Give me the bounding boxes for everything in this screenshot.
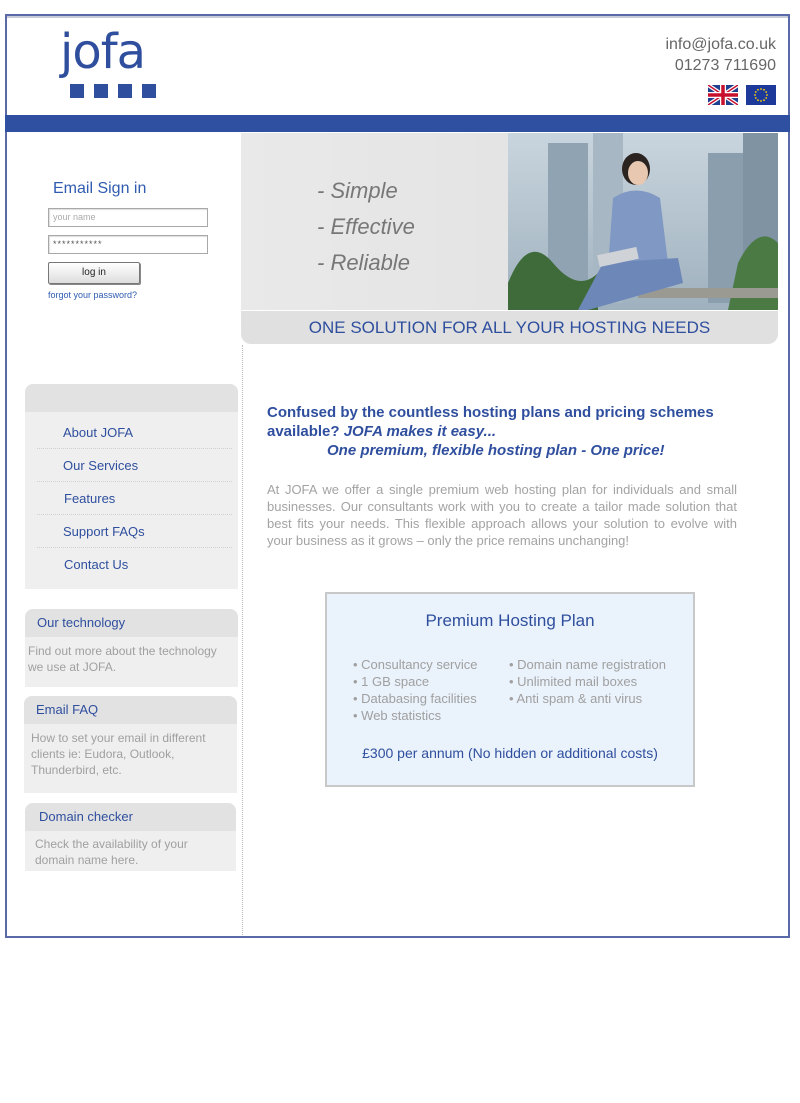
jofa-logo[interactable] xyxy=(60,24,156,98)
nav-item-support-faqs[interactable]: Support FAQs xyxy=(37,515,232,548)
plan-feature: • 1 GB space xyxy=(353,674,430,689)
intro-paragraph: At JOFA we offer a single premium web hosting plan for individuals and small businesses. Our consultants work with you to create a tailor made solution that best fits your needs. This flexible approach allows your solution to evolve with your business as it grows – only the price remains unchanging! xyxy=(267,482,737,548)
signin-title: Email Sign in xyxy=(53,180,147,197)
nav-item-services[interactable]: Our Services xyxy=(37,449,232,482)
eu-flag-icon[interactable] xyxy=(746,85,776,105)
plan-feature: • Unlimited mail boxes xyxy=(509,674,638,689)
technology-box[interactable] xyxy=(25,609,238,687)
headline-one-price: One premium, flexible hosting plan - One price! xyxy=(327,442,665,459)
hero-tagline: ONE SOLUTION FOR ALL YOUR HOSTING NEEDS xyxy=(241,311,778,344)
nav-item-features[interactable]: Features xyxy=(37,482,232,515)
forgot-password-link[interactable]: forgot your password? xyxy=(48,290,138,300)
domain-checker-box-text: Check the availability of your domain name here. xyxy=(35,837,188,867)
contact-email[interactable]: info@jofa.co.uk xyxy=(665,36,776,53)
plan-features xyxy=(353,656,693,724)
logo-squares xyxy=(70,84,156,98)
nav-header xyxy=(25,384,238,412)
plan-title: Premium Hosting Plan xyxy=(425,611,595,630)
column-divider xyxy=(242,345,243,935)
premium-plan-box xyxy=(325,592,695,787)
hero-slogans xyxy=(317,173,415,281)
email-signin-panel xyxy=(46,180,216,300)
headline-question: Confused by the countless hosting plans and pricing schemes available? xyxy=(267,404,714,440)
contact-info xyxy=(665,34,776,76)
technology-box-title[interactable]: Our technology xyxy=(25,609,238,637)
plan-feature: • Databasing facilities xyxy=(353,691,477,706)
hero-line-effective: - Effective xyxy=(317,214,415,239)
main-navigation xyxy=(25,384,238,589)
header-bar xyxy=(5,115,790,132)
language-flags xyxy=(708,85,776,105)
uk-flag-icon[interactable] xyxy=(708,85,738,105)
plan-feature: • Consultancy service xyxy=(353,657,478,672)
hero-banner xyxy=(241,133,778,310)
hero-line-reliable: - Reliable xyxy=(317,250,410,275)
nav-item-contact[interactable]: Contact Us xyxy=(64,557,129,572)
nav-item-about[interactable]: About JOFA xyxy=(37,416,232,449)
contact-phone: 01273 711690 xyxy=(674,57,776,74)
email-faq-box-title[interactable]: Email FAQ xyxy=(24,696,237,724)
hero-line-simple: - Simple xyxy=(317,178,398,203)
domain-checker-box-title[interactable]: Domain checker xyxy=(25,803,236,831)
plan-feature: • Domain name registration xyxy=(509,657,667,672)
main-headline xyxy=(267,403,757,460)
password-input[interactable]: *********** xyxy=(48,235,208,254)
plan-price: £300 per annum (No hidden or additional costs) xyxy=(362,745,658,761)
plan-feature: • Web statistics xyxy=(353,708,442,723)
plan-features-col-2 xyxy=(509,656,666,724)
technology-box-text: Find out more about the technology we use at JOFA. xyxy=(28,644,217,674)
username-input[interactable]: your name xyxy=(48,208,208,227)
domain-checker-box[interactable] xyxy=(25,803,236,871)
email-faq-box-text: How to set your email in different clients ie: Eudora, Outlook, Thunderbird, etc. xyxy=(31,731,206,777)
logo-text: jofa xyxy=(60,24,146,80)
plan-feature: • Anti spam & anti virus xyxy=(509,691,643,706)
email-faq-box[interactable] xyxy=(24,696,237,793)
plan-features-col-1 xyxy=(353,656,509,724)
headline-easy: JOFA makes it easy... xyxy=(343,423,497,440)
login-button[interactable]: log in xyxy=(48,262,140,284)
businesswoman-laptop-photo xyxy=(508,133,778,310)
